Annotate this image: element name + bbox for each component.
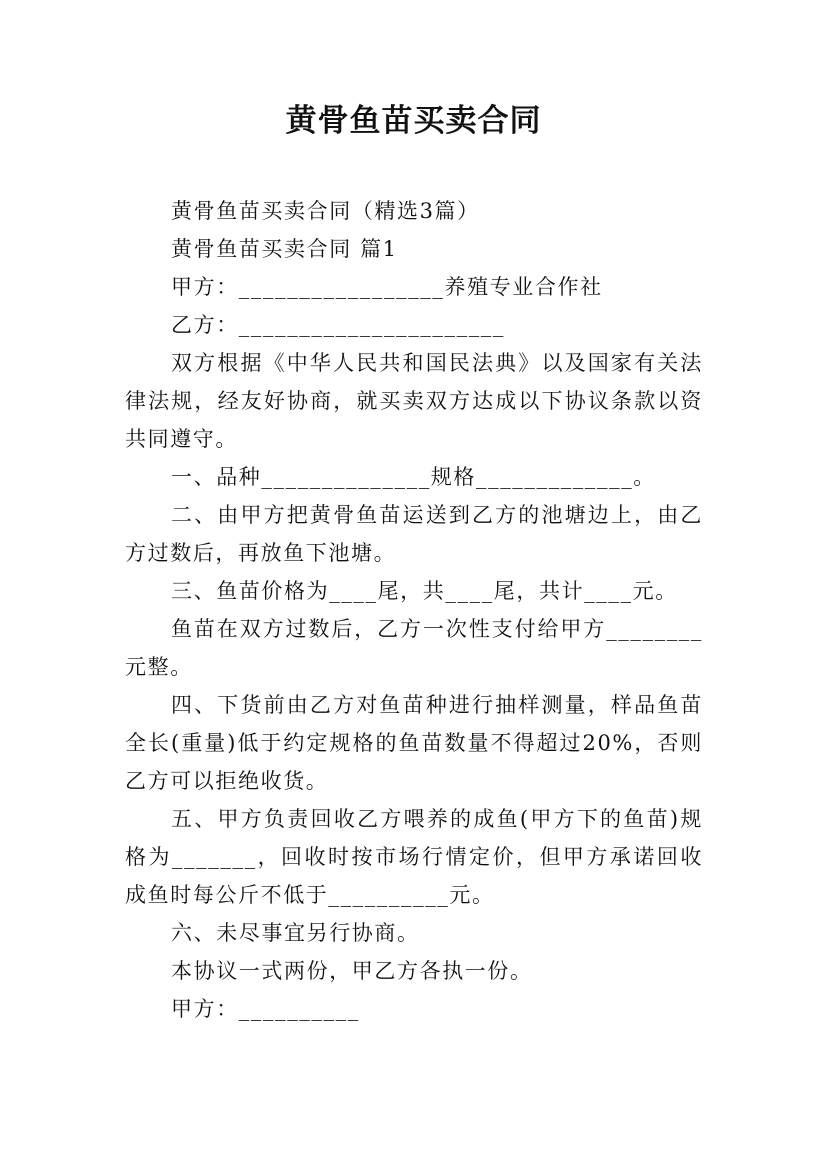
clause-4: 四、下货前由乙方对鱼苗种进行抽样测量，样品鱼苗全长(重量)低于约定规格的鱼苗数量不得超过20%，否则乙方可以拒绝收货。 [125, 693, 703, 793]
preamble-paragraph: 双方根据《中华人民共和国民法典》以及国家有关法律法规，经友好协商，就买卖双方达成以下协议条款以资共同遵守。 [125, 351, 703, 451]
clause-3: 三、鱼苗价格为____尾，共____尾，共计____元。 [171, 579, 678, 603]
clause-2: 二、由甲方把黄骨鱼苗运送到乙方的池塘边上，由乙方过数后，再放鱼下池塘。 [125, 503, 703, 565]
document-body [125, 192, 703, 1028]
document-title: 黄骨鱼苗买卖合同 [285, 103, 542, 139]
subtitle-selected-3: 黄骨鱼苗买卖合同（精选3篇） [171, 199, 480, 223]
party-a-signature-line: 甲方：__________ [171, 997, 360, 1021]
clause-1: 一、品种______________规格_____________。 [171, 465, 656, 489]
clause-6: 六、未尽事宜另行协商。 [171, 921, 420, 945]
copies-paragraph: 本协议一式两份，甲乙方各执一份。 [171, 959, 533, 983]
party-a-line: 甲方：_________________养殖专业合作社 [171, 275, 603, 299]
clause-5: 五、甲方负责回收乙方喂养的成鱼(甲方下的鱼苗)规格为_______，回收时按市场行情定价，但甲方承诺回收成鱼时每公斤不低于__________元。 [125, 807, 703, 907]
payment-paragraph: 鱼苗在双方过数后，乙方一次性支付给甲方________元整。 [125, 617, 703, 679]
party-b-line: 乙方：______________________ [171, 313, 505, 337]
section-heading-1: 黄骨鱼苗买卖合同 篇1 [171, 237, 398, 261]
